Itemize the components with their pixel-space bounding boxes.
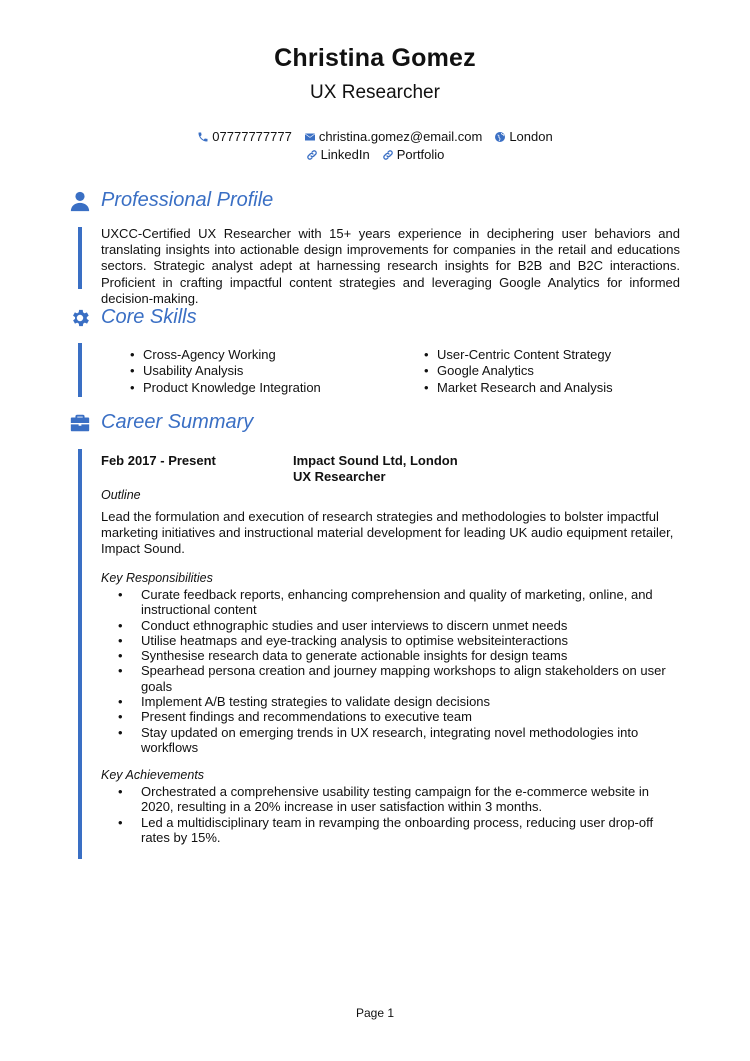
list-item: • Utilise heatmaps and eye-tracking analysis to optimise websiteinteractions [101,633,676,648]
job-employer [293,453,458,485]
portfolio-text: Portfolio [396,147,445,162]
list-item: • Conduct ethnographic studies and user interviews to discern unmet needs [101,618,676,633]
email-text: christina.gomez@email.com [318,129,483,144]
list-item: • Spearhead persona creation and journey mapping workshops to align stakeholders on user goals [101,663,676,694]
candidate-role: UX Researcher [310,82,440,103]
section-bar [78,449,82,859]
section-bar [78,343,82,397]
skills-list [130,347,690,396]
contact-phone[interactable] [197,128,292,146]
briefcase-icon [69,412,91,434]
linkedin-text: LinkedIn [320,147,370,162]
candidate-name: Christina Gomez [274,44,476,72]
gear-icon [69,307,91,329]
list-item: • Curate feedback reports, enhancing comprehension and quality of marketing, online, and instructional content [101,587,676,618]
section-bar [78,227,82,289]
section-title: Professional Profile [101,189,274,211]
envelope-icon [304,131,316,143]
phone-text: 07777777777 [212,129,292,144]
skill-item: • Google Analytics [424,363,690,379]
link-icon [382,149,394,161]
responsibilities-list [101,587,676,755]
link-icon [306,149,318,161]
section-title: Core Skills [101,306,197,328]
achievements-list [101,784,676,845]
contact-email[interactable] [304,128,482,146]
list-item: • Orchestrated a comprehensive usability testing campaign for the e-commerce website in 2020, resulting in a 20% increase in user satisfaction within 3 months. [101,784,676,815]
list-item: • Synthesise research data to generate actionable insights for design teams [101,648,676,663]
section-skills-heading [69,306,197,329]
list-item: • Stay updated on emerging trends in UX research, integrating novel methodologies into workflows [101,725,676,756]
location-text: London [509,129,553,144]
achievements-label: Key Achievements [101,768,205,782]
list-item: • Led a multidisciplinary team in revamping the onboarding process, reducing user drop-off rates by 15%. [101,815,676,846]
section-title: Career Summary [101,411,254,433]
skill-item: • Market Research and Analysis [424,380,690,396]
skill-item: • Product Knowledge Integration [130,380,424,396]
list-item: • Present findings and recommendations to executive team [101,709,676,724]
outline-label: Outline [101,488,141,502]
skill-item: • User-Centric Content Strategy [424,347,690,363]
phone-icon [197,131,209,143]
page-number: Page 1 [355,1006,395,1020]
contact-portfolio[interactable] [382,146,445,164]
job-position: UX Researcher [293,469,386,484]
section-profile-heading [69,189,273,212]
profile-summary: UXCC-Certified UX Researcher with 15+ years experience in deciphering user behaviors and translating insights into actionable design improvements for companies in the retail and educations sectors. Strategic analyst adept at harnessing research insights for B2B and B2C interactions. Proficient in crafting impactful content strategies and leveraging Google Analytics for informed decision-making. [101,226,680,306]
section-career-heading [69,411,253,434]
list-item: • Implement A/B testing strategies to validate design decisions [101,694,676,709]
skill-item: • Usability Analysis [130,363,424,379]
contact-block [0,128,750,164]
skill-item: • Cross-Agency Working [130,347,424,363]
globe-icon [494,131,506,143]
job-dates: Feb 2017 - Present [101,453,216,468]
job-outline: Lead the formulation and execution of research strategies and methodologies to bolster impactful marketing initiatives and instructional material development for leading UK audio equipment retailer, Impact Sound. [101,509,674,556]
user-icon [69,190,91,212]
responsibilities-label: Key Responsibilities [101,571,213,585]
contact-location [494,128,552,146]
job-company: Impact Sound Ltd, London [293,453,458,468]
contact-linkedin[interactable] [306,146,370,164]
